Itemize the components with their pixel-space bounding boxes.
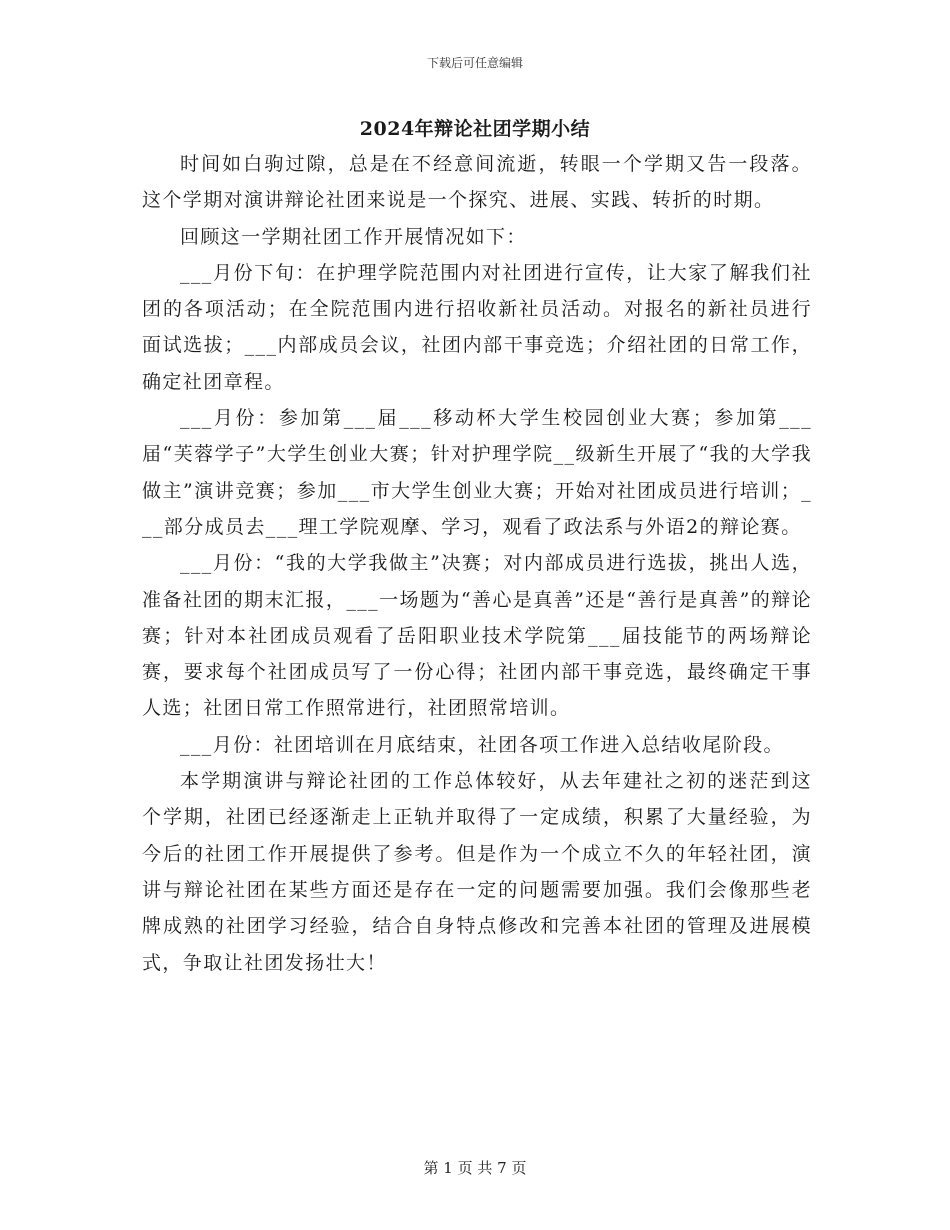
page-number: 第 1 页 共 7 页 bbox=[423, 1159, 527, 1177]
paragraph-month-finals: ___月份：“我的大学我做主”决赛；对内部成员进行选拔，挑出人选，准备社团的期末汇报，___一场题为“善心是真善”还是“善行是真善”的辩论赛；针对本社团成员观看了岳阳职业技术学院第___届技能节的两场辩论赛，要求每个社团成员写了一份心得；社团内部干事竞选，最终确定干事人选；社团日常工作照常进行，社团照常培训。 bbox=[142, 552, 812, 720]
document-body bbox=[142, 146, 812, 981]
paragraph-month-late: ___月份下旬：在护理学院范围内对社团进行宣传，让大家了解我们社团的各项活动；在全院范围内进行招收新社员活动。对报名的新社员进行面试选拔；___内部成员会议，社团内部干事竞选；介绍社团的日常工作，确定社团章程。 bbox=[142, 261, 812, 393]
paragraph-summary: 本学期演讲与辩论社团的工作总体较好，从去年建社之初的迷茫到这个学期，社团已经逐渐走上正轨并取得了一定成绩，积累了大量经验，为今后的社团工作开展提供了参考。但是作为一个成立不久的年轻社团，演讲与辩论社团在某些方面还是存在一定的问题需要加强。我们会像那些老牌成熟的社团学习经验，结合自身特点修改和完善本社团的管理及进展模式，争取让社团发扬壮大！ bbox=[142, 770, 812, 974]
paragraph-month-contests: ___月份：参加第___届___移动杯大学生校园创业大赛；参加第___届“芙蓉学子”大学生创业大赛；针对护理学院__级新生开展了“我的大学我做主”演讲竞赛；参加___市大学生创业大赛；开始对社团成员进行培训；___部分成员去___理工学院观摩、学习，观看了政法系与外语2的辩论赛。 bbox=[142, 407, 812, 538]
paragraph-month-training: ___月份：社团培训在月底结束，社团各项工作进入总结收尾阶段。 bbox=[180, 733, 784, 756]
document-title: 2024年辩论社团学期小结 bbox=[359, 118, 591, 140]
page-header-note: 下载后可任意编辑 bbox=[426, 56, 523, 70]
paragraph-review-lead: 回顾这一学期社团工作开展情况如下： bbox=[180, 225, 527, 248]
paragraph-intro: 时间如白驹过隙，总是在不经意间流逝，转眼一个学期又告一段落。这个学期对演讲辩论社团来说是一个探究、进展、实践、转折的时期。 bbox=[142, 153, 812, 212]
